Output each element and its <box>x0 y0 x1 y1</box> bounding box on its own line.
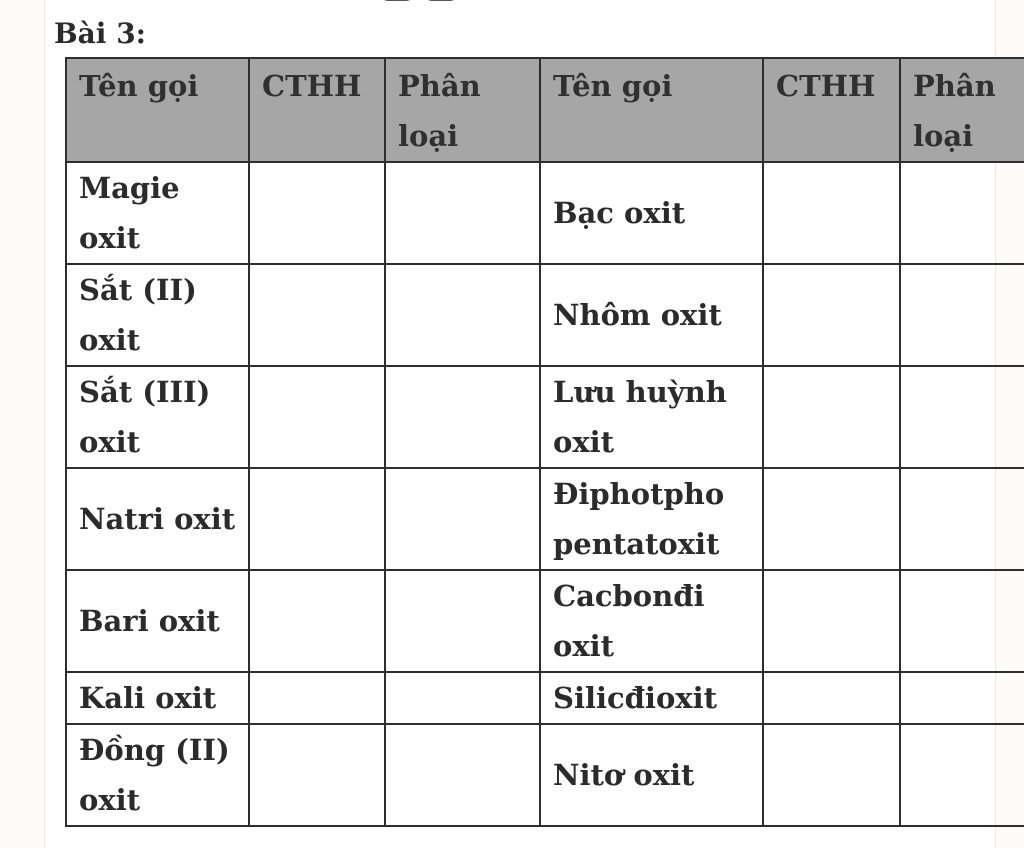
formula-cell-left <box>249 672 385 724</box>
table-row <box>66 672 1024 724</box>
formula-cell-left <box>249 366 385 468</box>
exercise-title: Bài 3: <box>54 17 147 50</box>
formula-cell-left <box>249 570 385 672</box>
header-name-left: Tên gọi <box>66 58 249 162</box>
formula-cell-left <box>249 162 385 264</box>
formula-cell-right <box>763 724 900 826</box>
class-cell-right <box>900 672 1024 724</box>
class-cell-right <box>900 570 1024 672</box>
oxide-name-right: Lưu huỳnh oxit <box>540 366 763 468</box>
class-cell-right <box>900 162 1024 264</box>
header-class-right: Phân loại <box>900 58 1024 162</box>
formula-cell-left <box>249 724 385 826</box>
oxide-name-left: Sắt (II) oxit <box>66 264 249 366</box>
oxide-name-right: Bạc oxit <box>540 162 763 264</box>
header-name-right: Tên gọi <box>540 58 763 162</box>
class-cell-left <box>385 468 540 570</box>
formula-cell-right <box>763 672 900 724</box>
formula-cell-right <box>763 162 900 264</box>
oxide-name-right: Silicđioxit <box>540 672 763 724</box>
table-row <box>66 162 1024 264</box>
table-row <box>66 570 1024 672</box>
oxide-name-left: Kali oxit <box>66 672 249 724</box>
class-cell-left <box>385 366 540 468</box>
formula-cell-left <box>249 468 385 570</box>
formula-cell-right <box>763 366 900 468</box>
header-class-left: Phân loại <box>385 58 540 162</box>
table-row <box>66 264 1024 366</box>
oxide-name-left: Magie oxit <box>66 162 249 264</box>
oxide-name-left: Sắt (III) oxit <box>66 366 249 468</box>
oxide-name-left: Natri oxit <box>66 468 249 570</box>
header-formula-right: CTHH <box>763 58 900 162</box>
formula-cell-right <box>763 264 900 366</box>
formula-cell-left <box>249 264 385 366</box>
oxide-name-right: Điphotpho pentatoxit <box>540 468 763 570</box>
class-cell-left <box>385 264 540 366</box>
formula-cell-right <box>763 468 900 570</box>
table-row <box>66 724 1024 826</box>
oxide-name-right: Nitơ oxit <box>540 724 763 826</box>
header-formula-left: CTHH <box>249 58 385 162</box>
formula-cell-right <box>763 570 900 672</box>
oxide-name-left: Đồng (II) oxit <box>66 724 249 826</box>
table-header-row <box>66 58 1024 162</box>
oxide-table <box>65 57 1024 827</box>
oxide-name-right: Cacbonđi oxit <box>540 570 763 672</box>
table-row <box>66 468 1024 570</box>
class-cell-left <box>385 724 540 826</box>
class-cell-right <box>900 468 1024 570</box>
class-cell-right <box>900 264 1024 366</box>
oxide-name-left: Bari oxit <box>66 570 249 672</box>
class-cell-left <box>385 570 540 672</box>
table-row <box>66 366 1024 468</box>
cropped-text-fragment <box>380 0 510 4</box>
class-cell-left <box>385 162 540 264</box>
class-cell-right <box>900 366 1024 468</box>
class-cell-right <box>900 724 1024 826</box>
oxide-name-right: Nhôm oxit <box>540 264 763 366</box>
class-cell-left <box>385 672 540 724</box>
